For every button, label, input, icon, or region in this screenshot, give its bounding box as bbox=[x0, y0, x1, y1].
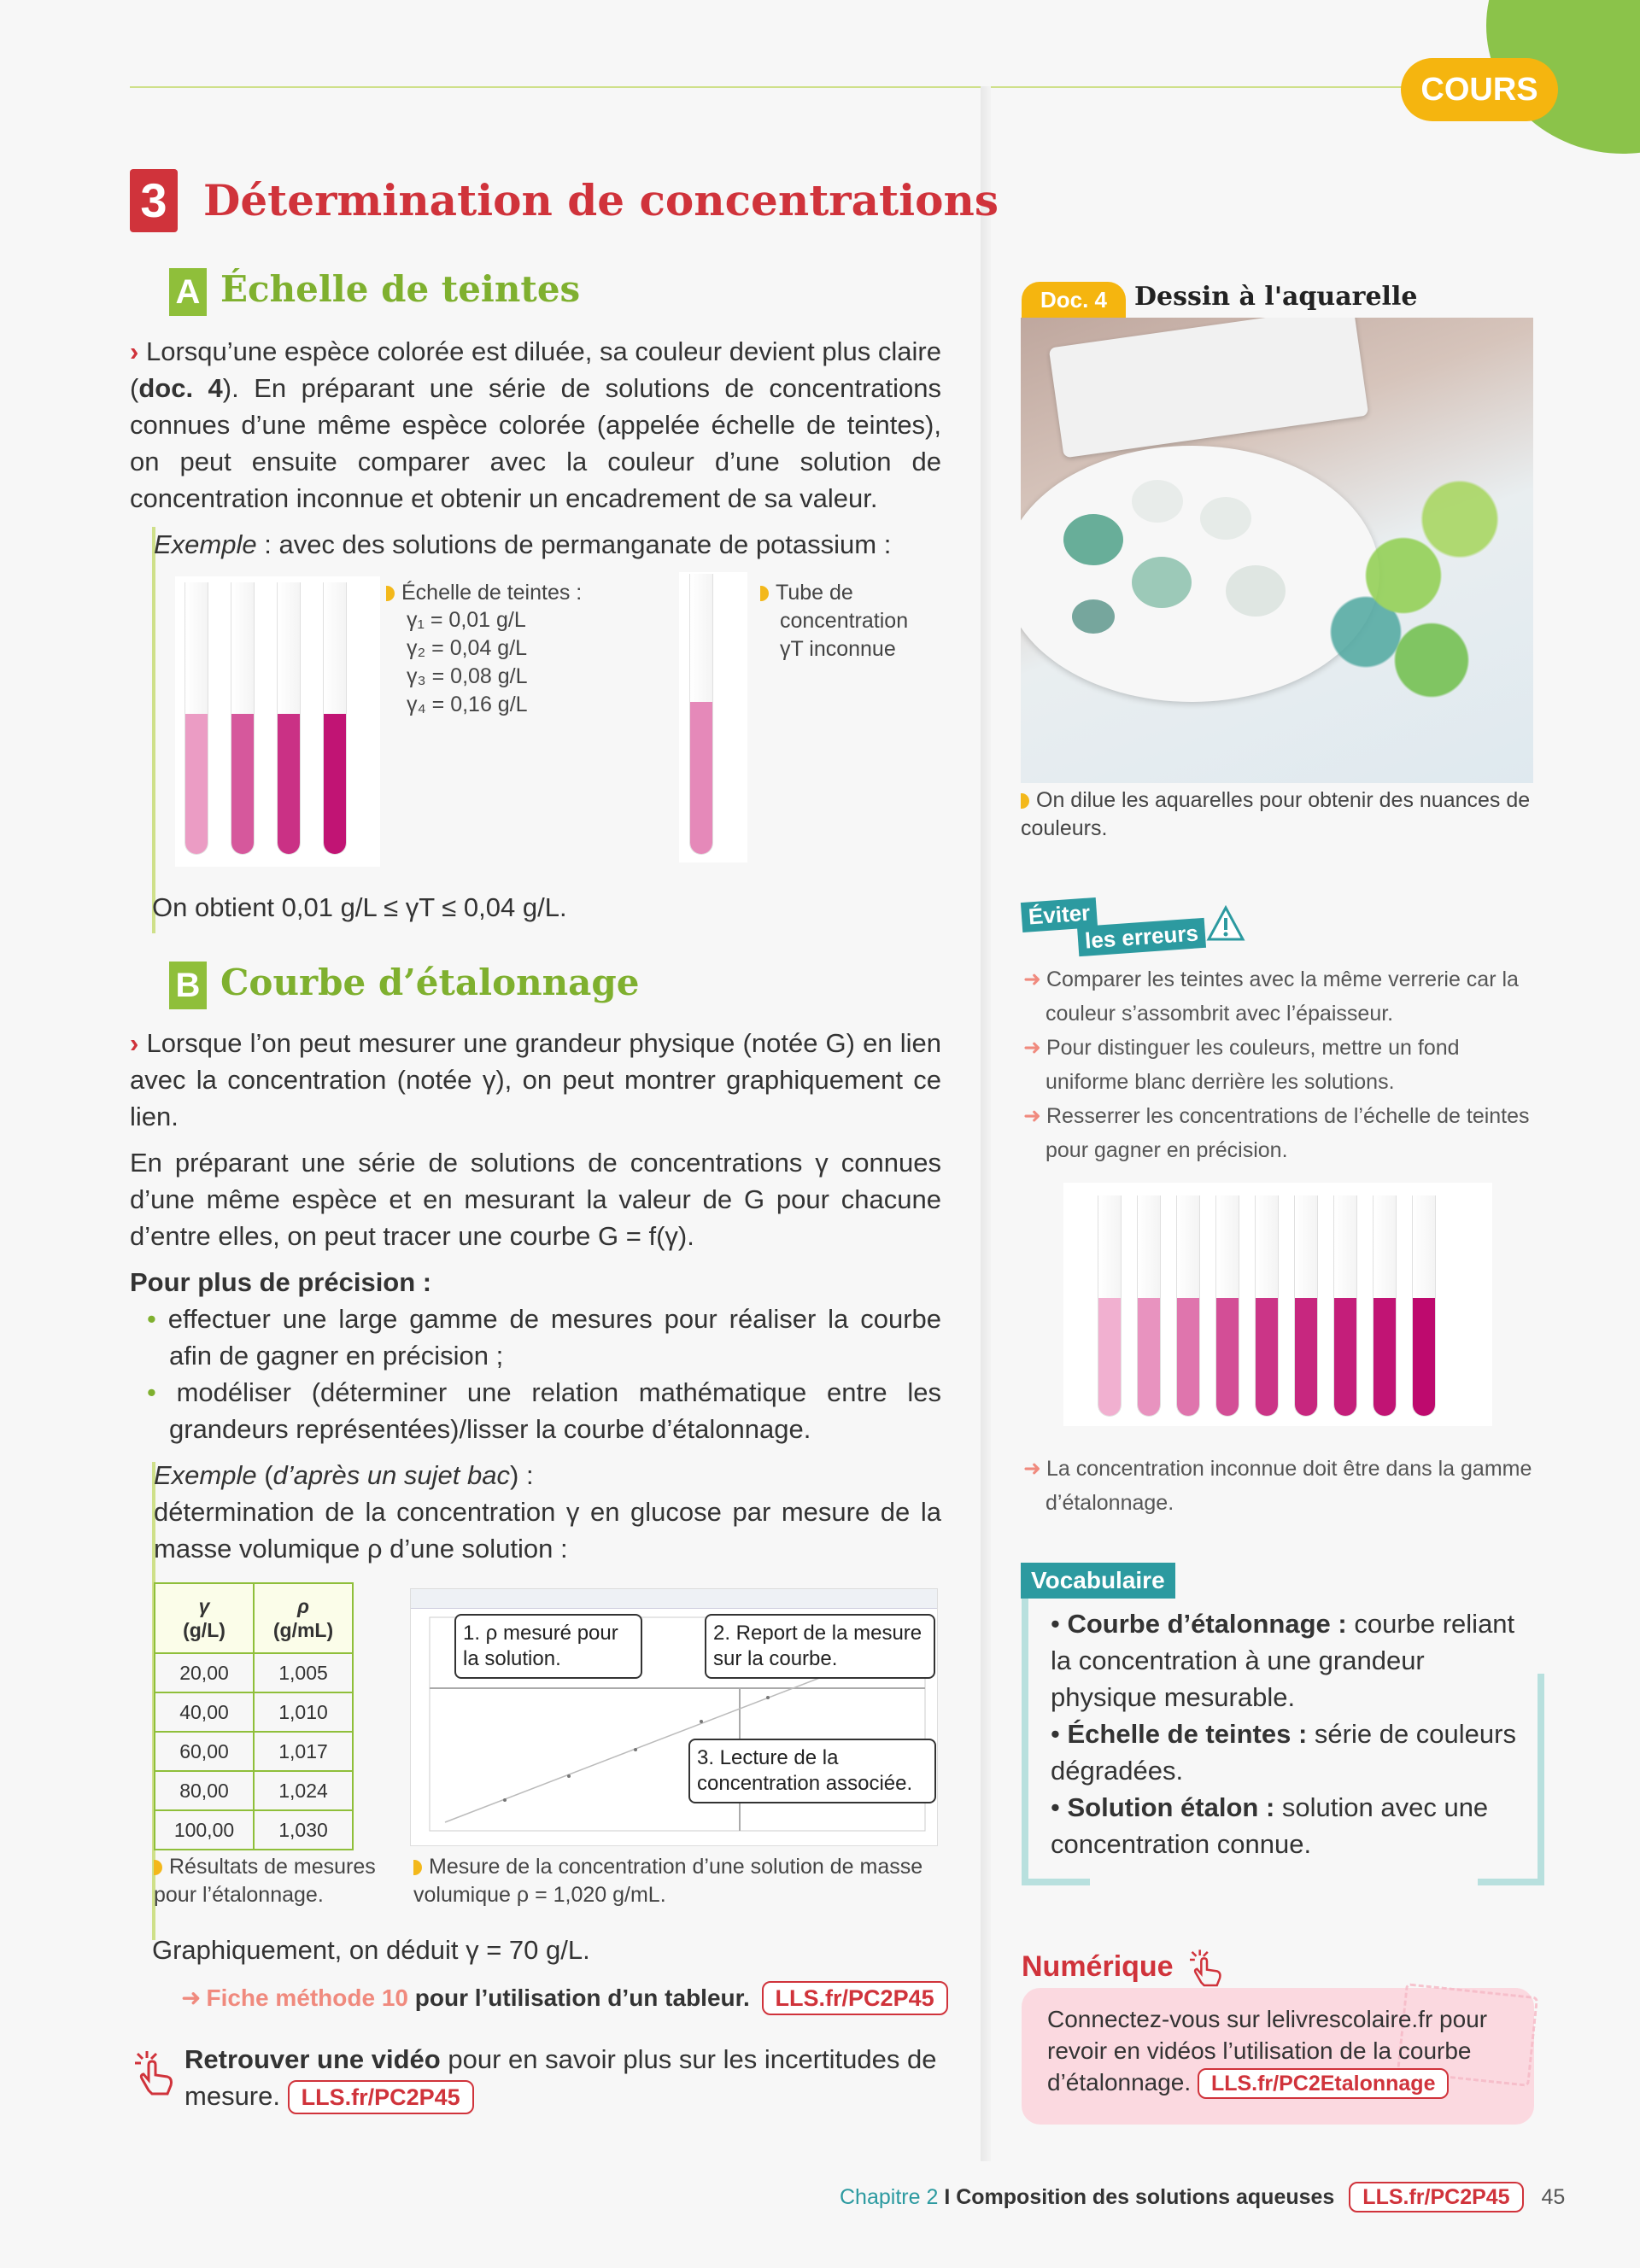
test-tube bbox=[277, 582, 301, 855]
test-tube bbox=[1294, 1195, 1318, 1417]
example2: Exemple (d’après un sujet bac) : détermination de la concentration γ en glucose par mesure de la masse volumique ρ d’une solution : bbox=[154, 1460, 941, 1564]
fiche-line: ➜ Fiche méthode 10 pour l’utilisation d’un tableur. LLS.fr/PC2P45 bbox=[181, 1981, 948, 2015]
table-caption: Résultats de mesures pour l’étalonnage. bbox=[154, 1855, 376, 1907]
fiche-badge[interactable]: LLS.fr/PC2P45 bbox=[762, 1981, 948, 2015]
graph-toolbar bbox=[411, 1589, 937, 1609]
footer-badge[interactable]: LLS.fr/PC2P45 bbox=[1349, 2182, 1523, 2212]
subB-paragraph1: › Lorsque l’on peut mesurer une grandeur physique (notée G) en lien avec la concentration (notée γ), on peut montrer graphiquement ce lien. bbox=[130, 1028, 941, 1131]
table-row: 40,00 1,010 bbox=[155, 1692, 353, 1732]
numerique-text: Connectez-vous sur lelivrescolaire.fr pour revoir en vidéos l’utilisation de la courbe d’étalonnage. LLS.fr/PC2Etalonnage bbox=[1047, 2003, 1521, 2099]
numerique-icon bbox=[1186, 1947, 1228, 1994]
paint-box bbox=[1049, 318, 1369, 458]
fiche-link[interactable]: Fiche méthode 10 bbox=[206, 1984, 408, 2011]
test-tube bbox=[1373, 1195, 1397, 1417]
footer: Chapitre 2 I Composition des solutions aqueuses LLS.fr/PC2P45 45 bbox=[840, 2182, 1565, 2212]
test-tube bbox=[1137, 1195, 1161, 1417]
scale-value: γ₃ = 0,08 g/L bbox=[407, 664, 528, 688]
result2: Graphiquement, on déduit γ = 70 g/L. bbox=[152, 1935, 590, 1965]
section-title: Détermination de concentrations bbox=[203, 175, 999, 225]
subB-title: Courbe d’étalonnage bbox=[220, 962, 640, 1003]
table-row: 60,00 1,017 bbox=[155, 1732, 353, 1771]
table-row: 80,00 1,024 bbox=[155, 1771, 353, 1810]
measurement-table bbox=[154, 1582, 354, 1850]
tube-solution bbox=[278, 714, 300, 854]
tube-solution bbox=[1256, 1298, 1278, 1416]
page-number: 45 bbox=[1541, 2185, 1566, 2209]
table-row: 100,00 1,030 bbox=[155, 1810, 353, 1850]
video-badge[interactable]: LLS.fr/PC2P45 bbox=[288, 2080, 474, 2114]
video-icon[interactable] bbox=[130, 2048, 181, 2099]
test-tube bbox=[1333, 1195, 1357, 1417]
leaves bbox=[1328, 463, 1516, 745]
errors-list: ➜ Comparer les teintes avec la même verrerie car la couleur s’assombrit avec l’épaisseur. ➜ Pour distinguer les couleurs, mettre un fond uniforme blanc derrière les solutions. ➜ Resserrer les concentrations de l’échelle de teintes pour gagner en précision. bbox=[1023, 967, 1530, 1162]
test-tube bbox=[1215, 1195, 1239, 1417]
subA-letter: A bbox=[169, 268, 207, 316]
tube-solution bbox=[324, 714, 346, 854]
callout-2: 2. Report de la mesure sur la courbe. bbox=[705, 1614, 935, 1679]
warning-triangle-icon bbox=[1206, 905, 1245, 943]
scale-values bbox=[407, 606, 528, 719]
test-tube bbox=[323, 582, 347, 855]
doc4-title: Dessin à l'aquarelle bbox=[1134, 282, 1418, 312]
example1-box bbox=[152, 527, 155, 933]
tube-solution bbox=[1177, 1298, 1199, 1416]
hand-click-icon bbox=[130, 2048, 181, 2099]
graph-caption: Mesure de la concentration d’une solution de masse volumique ρ = 1,020 g/mL. bbox=[413, 1855, 923, 1907]
palette bbox=[1021, 446, 1379, 702]
watercolor-photo bbox=[1021, 318, 1533, 783]
header-rule bbox=[130, 86, 1519, 88]
test-tube bbox=[1176, 1195, 1200, 1417]
numerique-title: Numérique bbox=[1022, 1950, 1174, 1983]
tube-solution bbox=[185, 714, 208, 854]
tube-solution bbox=[1216, 1298, 1239, 1416]
tube-solution bbox=[1098, 1298, 1121, 1416]
tube-solution bbox=[1334, 1298, 1356, 1416]
tube-solution bbox=[1413, 1298, 1435, 1416]
scale-value: γ₁ = 0,01 g/L bbox=[407, 608, 526, 632]
callout-1: 1. ρ mesuré pour la solution. bbox=[454, 1614, 642, 1679]
vocab-frame-left bbox=[1022, 1599, 1028, 1885]
tube-solution bbox=[231, 714, 254, 854]
tube-solution bbox=[690, 702, 712, 854]
test-tube bbox=[689, 574, 713, 855]
hand-click-icon bbox=[1186, 1947, 1228, 1990]
doc4-caption: On dilue les aquarelles pour obtenir des nuances de couleurs. bbox=[1021, 788, 1531, 840]
precision-title: Pour plus de précision : bbox=[130, 1267, 432, 1297]
subA-title: Échelle de teintes bbox=[220, 268, 581, 310]
subB-letter: B bbox=[169, 962, 207, 1009]
example1: Exemple : avec des solutions de permanganate de potassium : bbox=[154, 529, 892, 559]
test-tube bbox=[1412, 1195, 1436, 1417]
test-tube bbox=[1255, 1195, 1279, 1417]
subA-paragraph: › Lorsqu’une espèce colorée est diluée, sa couleur devient plus claire (doc. 4). En préparant une série de solutions de concentrations connues d’une même espèce colorée (appelée échelle de teintes), on peut ensuite comparer avec la couleur d’une solution de concentration inconnue et obtenir un encadrement de sa valeur. bbox=[130, 336, 941, 513]
scale-value: γ₄ = 0,16 g/L bbox=[407, 693, 528, 716]
tube-solution bbox=[1295, 1298, 1317, 1416]
vocab-frame-br bbox=[1478, 1879, 1544, 1885]
table-header: γ (g/L) bbox=[155, 1583, 254, 1653]
scale-label: Échelle de teintes : bbox=[386, 579, 582, 607]
precision-list: • effectuer une large gamme de mesures pour réaliser la courbe afin de gagner en précision ; • modéliser (déterminer une relation mathématique entre les grandeurs représentées)/lisser la courbe d’étalonnage. bbox=[147, 1304, 941, 1444]
test-tube bbox=[1098, 1195, 1122, 1417]
doc4-tag: Doc. 4 bbox=[1022, 282, 1126, 318]
subB-paragraph2: En préparant une série de solutions de concentrations γ connues d’une même espèce et en mesurant la valeur de G pour chacune d’entre elles, on peut tracer une courbe G = f(γ). bbox=[130, 1148, 941, 1251]
tube-solution bbox=[1138, 1298, 1160, 1416]
section-number: 3 bbox=[130, 169, 178, 232]
vocab-list: • Courbe d’étalonnage : courbe reliant la concentration à une grandeur physique mesurable. • Échelle de teintes : série de couleurs dégradées. • Solution étalon : solution avec une concentration connue. bbox=[1051, 1609, 1516, 1859]
vocab-tag: Vocabulaire bbox=[1021, 1563, 1175, 1599]
errors-tag1: Éviter bbox=[1021, 897, 1098, 932]
table-row: 20,00 1,005 bbox=[155, 1653, 353, 1692]
scale-value: γ₂ = 0,04 g/L bbox=[407, 636, 528, 660]
errors-tag2: les erreurs bbox=[1077, 918, 1206, 956]
vocab-frame-right bbox=[1538, 1674, 1544, 1885]
cours-tag: COURS bbox=[1401, 58, 1558, 121]
tube-solution bbox=[1374, 1298, 1396, 1416]
test-tube bbox=[184, 582, 208, 855]
video-line: Retrouver une vidéo pour en savoir plus sur les incertitudes de mesure. LLS.fr/PC2P45 bbox=[184, 2041, 945, 2114]
warning-icon bbox=[1206, 905, 1245, 947]
result1: On obtient 0,01 g/L ≤ γT ≤ 0,04 g/L. bbox=[152, 892, 567, 922]
column-divider bbox=[981, 86, 991, 2161]
errors-last: ➜ La concentration inconnue doit être dans la gamme d’étalonnage. bbox=[1023, 1457, 1532, 1515]
table-header: ρ (g/mL) bbox=[254, 1583, 353, 1653]
tube-label: Tube de concentration γT inconnue bbox=[760, 579, 908, 663]
numerique-badge[interactable]: LLS.fr/PC2Etalonnage bbox=[1198, 2068, 1450, 2099]
vocab-frame-bl bbox=[1022, 1879, 1090, 1885]
callout-3: 3. Lecture de la concentration associée. bbox=[688, 1739, 936, 1803]
test-tube bbox=[231, 582, 255, 855]
